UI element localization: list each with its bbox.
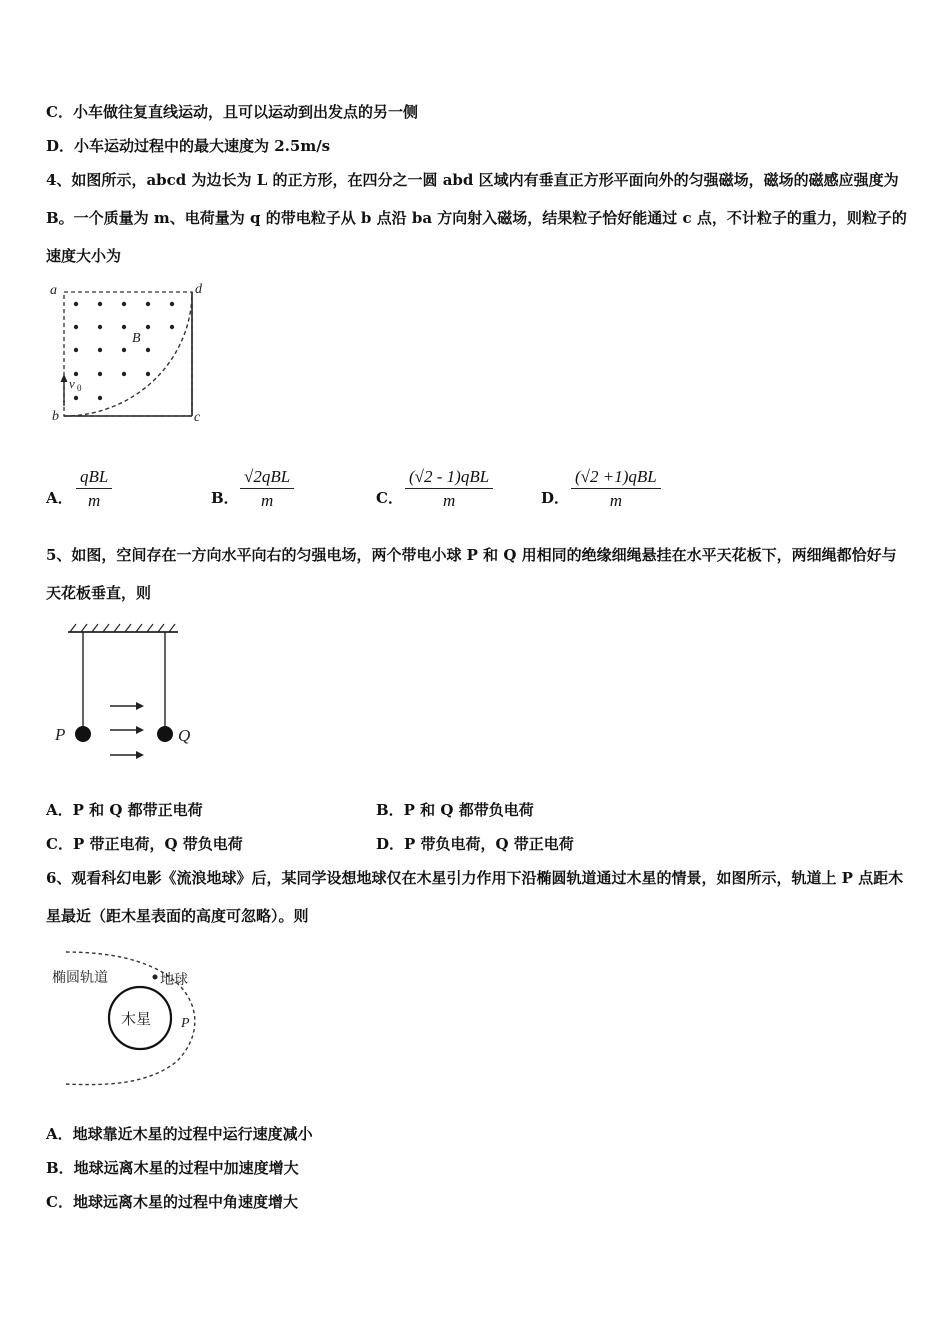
q4-label-v0: v bbox=[69, 376, 75, 391]
q5-label-P: P bbox=[55, 725, 66, 744]
q4-label-a: a bbox=[50, 283, 57, 298]
q5-option-c: C．P 带正电荷，Q 带负电荷 bbox=[46, 835, 243, 853]
q4-option-a-fraction bbox=[76, 466, 112, 513]
q6-stem: 6、观看科幻电影《流浪地球》后，某同学设想地球仅在木星引力作用下沿椭圆轨道通过木星的情景，如图所示，轨道上 P 点距木星最近（距木星表面的高度可忽略）。则 bbox=[46, 869, 904, 925]
q6-label-orbit: 椭圆轨道 bbox=[52, 970, 108, 986]
q4-option-a-label: A． bbox=[46, 489, 73, 507]
q4-option-c-denominator: m bbox=[442, 491, 456, 510]
q4-option-d-denominator: m bbox=[609, 491, 622, 510]
q6-option-a: A．地球靠近木星的过程中运行速度减小 bbox=[46, 1125, 313, 1143]
q4-figure bbox=[48, 278, 218, 426]
q5-stem: 5、如图，空间存在一方向水平向右的匀强电场，两个带电小球 P 和 Q 用相同的绝缘细绳悬挂在水平天花板下，两细绳都恰好与天花板垂直，则 bbox=[46, 546, 897, 602]
q4-label-v0-sub: 0 bbox=[77, 383, 82, 393]
q6-label-P: P bbox=[181, 1016, 190, 1031]
q6-label-earth: 地球 bbox=[160, 972, 188, 988]
q6-option-b: B．地球远离木星的过程中加速度增大 bbox=[46, 1159, 299, 1177]
q6-label-jupiter: 木星 bbox=[121, 1010, 152, 1028]
q4-option-c-fraction bbox=[405, 466, 493, 513]
q4-label-d: d bbox=[195, 282, 202, 297]
q4-option-b-fraction bbox=[240, 466, 294, 513]
q4-option-c-label: C． bbox=[376, 489, 403, 507]
q4-option-d-fraction bbox=[571, 466, 661, 513]
q4-option-a-denominator: m bbox=[88, 491, 101, 510]
q3-option-c: C．小车做往复直线运动，且可以运动到出发点的另一侧 bbox=[46, 103, 418, 121]
q4-option-d-numerator: (√2 +1)qBL bbox=[571, 466, 661, 489]
q4-label-b: b bbox=[52, 409, 59, 424]
q4-label-B: B bbox=[132, 331, 141, 346]
q4-option-b-denominator: m bbox=[260, 491, 274, 510]
q6-option-c: C．地球远离木星的过程中角速度增大 bbox=[46, 1193, 298, 1211]
q4-option-a-numerator: qBL bbox=[76, 466, 112, 489]
q5-option-b: B．P 和 Q 都带负电荷 bbox=[376, 801, 534, 819]
q4-option-d-label: D． bbox=[541, 489, 570, 507]
q4-label-c: c bbox=[194, 410, 201, 425]
q3-option-d: D．小车运动过程中的最大速度为 2.5m/s bbox=[46, 137, 331, 155]
q4-option-b-numerator: √2qBL bbox=[240, 466, 294, 489]
q5-figure bbox=[50, 620, 200, 768]
q4-option-b-label: B． bbox=[211, 489, 239, 507]
q5-label-Q: Q bbox=[178, 726, 191, 745]
q4-stem: 4、如图所示，abcd 为边长为 L 的正方形，在四分之一圆 abd 区域内有垂直正方形平面向外的匀强磁场，磁场的磁感应强度为 B。一个质量为 m、电荷量为 q 的带电粒子从 b 点沿 ba 方向射入磁场，结果粒子恰好能通过 c 点，不计粒子的重力，则粒子的速度大小为 bbox=[46, 171, 907, 265]
q5-option-a: A．P 和 Q 都带正电荷 bbox=[46, 801, 203, 819]
q4-option-c-numerator: (√2 - 1)qBL bbox=[405, 466, 493, 489]
q5-option-d: D．P 带负电荷，Q 带正电荷 bbox=[376, 835, 574, 853]
q6-figure bbox=[48, 944, 218, 1094]
